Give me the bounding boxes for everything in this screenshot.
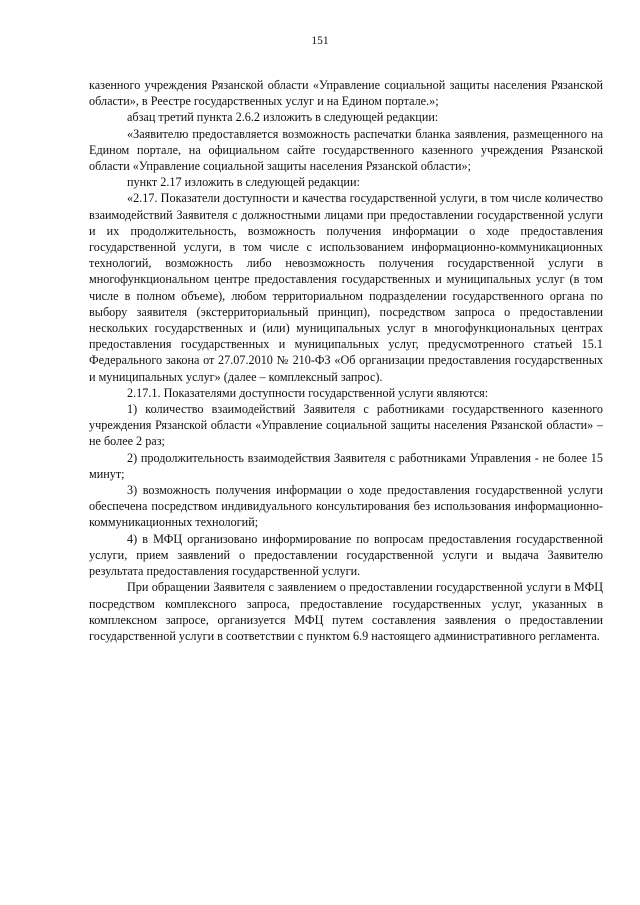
document-body [89, 77, 603, 644]
paragraph-9: 3) возможность получения информации о ходе предоставления государственной услуги обеспечена посредством индивидуального консультирования без использования информационно-коммуникационных технологий; [89, 483, 603, 530]
paragraph-1: казенного учреждения Рязанской области «Управление социальной защиты населения Рязанской области», в Реестре государственных услуг и на Едином портале.»; [89, 78, 603, 109]
page-number: 151 [311, 35, 329, 47]
paragraph-3: «Заявителю предоставляется возможность распечатки бланка заявления, размещенного на Едином портале, на официальном сайте государственного казенного учреждения Рязанской области «Управление социальной защиты населения Рязанской области»; [89, 126, 603, 174]
paragraph-5: «2.17. Показатели доступности и качества государственной услуги, в том числе количество взаимодействий Заявителя с должностными лицами при предоставлении государственной услуги и их продолжительность, возможность получения информации о ходе предоставления государственной услуги, в том числе с использованием информационно-коммуникационных технологий, возможность либо невозможность получения государственной услуги в многофункциональном центре предоставления государственных и муниципальных услуг (в том числе в полном объеме), любом территориальном подразделении государственного органа по выбору заявителя (экстерриториальный принцип), посредством запроса о предоставлении нескольких государственных и (или) муниципальных услуг в многофункциональных центрах предоставления государственных и муниципальных услуг, предусмотренного статьей 15.1 Федерального закона от 27.07.2010 № 210-ФЗ «Об организации предоставления государственных и муниципальных услуг» (далее – комплексный запрос). [89, 191, 603, 384]
paragraph-7: 1) количество взаимодействий Заявителя с работниками государственного казенного учреждения Рязанской области «Управление социальной защиты населения Рязанской области» – не более 2 раз; [89, 402, 603, 449]
paragraph-8: 2) продолжительность взаимодействия Заявителя с работниками Управления - не более 15 минут; [89, 450, 603, 481]
paragraph-11: При обращении Заявителя с заявлением о предоставлении государственной услуги в МФЦ посредством комплексного запроса, предоставление государственных услуг, указанных в комплексном запросе, организуется МФЦ путем составления заявления о предоставлении государственной услуги в соответствии с пунктом 6.9 настоящего административного регламента. [89, 580, 603, 643]
paragraph-6: 2.17.1. Показателями доступности государственной услуги являются: [127, 385, 489, 400]
paragraph-2: абзац третий пункта 2.6.2 изложить в следующей редакции: [127, 110, 439, 125]
paragraph-4: пункт 2.17 изложить в следующей редакции: [127, 175, 360, 190]
paragraph-10: 4) в МФЦ организовано информирование по вопросам предоставления государственной услуги, прием заявлений о предоставлении государственной услуги и выдача Заявителю результата предоставления государственной услуги. [89, 531, 603, 579]
